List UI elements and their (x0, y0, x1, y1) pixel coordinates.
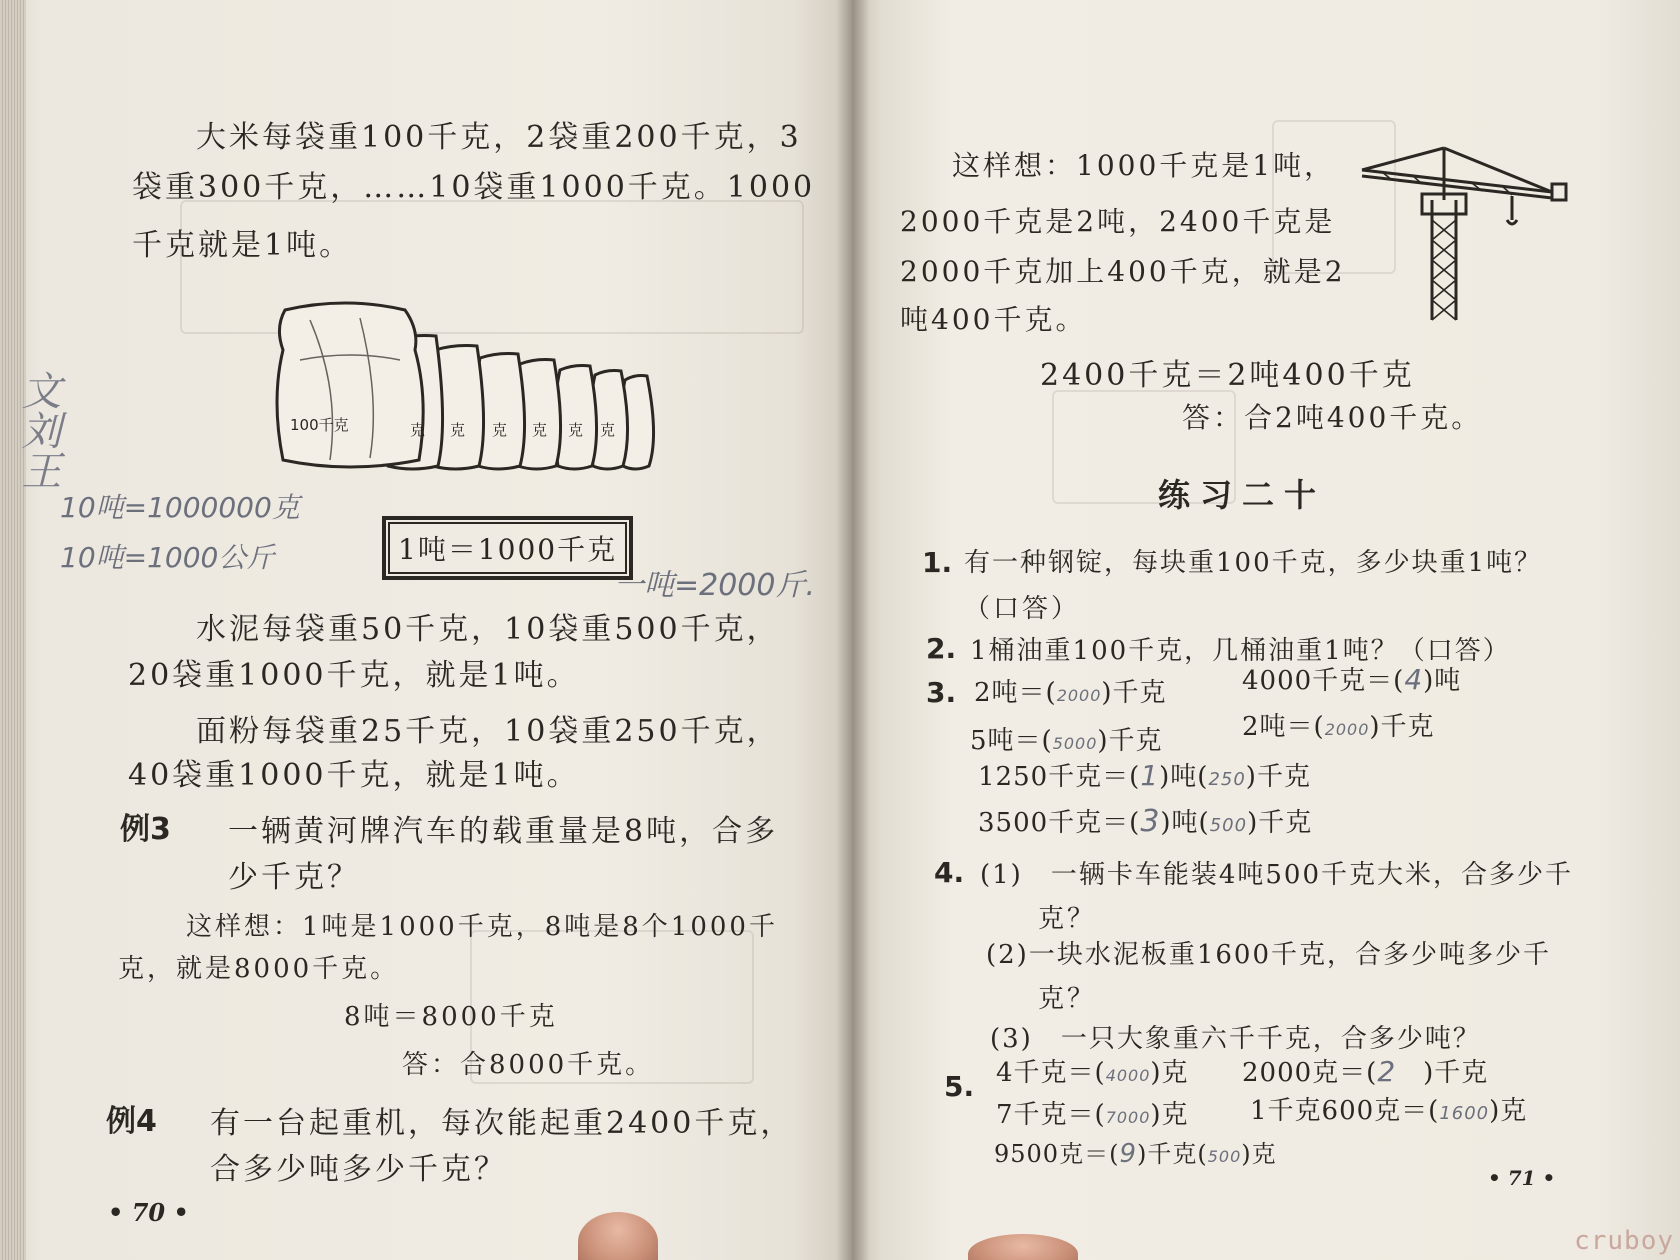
rice-para-line-2: 袋重300千克，……10袋重1000千克。1000 (132, 170, 816, 205)
rice-bags-illustration (270, 300, 690, 480)
crane-illustration (1352, 140, 1582, 340)
example4-label: 例4 (106, 1104, 157, 1139)
q3-e-fill2: 250 (1208, 769, 1246, 790)
right-equation: 2400千克＝2吨400千克 (1040, 358, 1415, 393)
example3-equation: 8吨＝8000千克 (344, 1002, 558, 1032)
q3-a-fill: 2000 (1056, 686, 1102, 705)
handwritten-note-2: 10吨=1000公斤 (60, 541, 275, 574)
q4-p3: (3) 一只大象重六千千克，合多少吨？ (990, 1024, 1481, 1054)
q5-b-fill: 2 (1377, 1055, 1397, 1088)
q1-number: 1. (922, 546, 953, 579)
page-number-left: • 70 • (108, 1198, 189, 1227)
q5-b: 2000克＝(2 )千克 (1242, 1055, 1489, 1088)
q2-line: 1桶油重100千克，几桶油重1吨？（口答） (970, 636, 1511, 666)
right-think-4: 吨400千克。 (900, 303, 1087, 336)
q5-a-fill: 4000 (1105, 1066, 1151, 1085)
q5-a: 4千克＝(4000)克 (996, 1058, 1189, 1088)
q3-f-fill2: 500 (1209, 815, 1248, 836)
right-page (852, 0, 1680, 1260)
example4-question-2: 合多少吨多少千克？ (210, 1152, 507, 1187)
q3-c: 5吨＝(5000)千克 (970, 726, 1163, 756)
thumb-left (578, 1212, 658, 1260)
q4-p1-line-2: 克？ (1038, 904, 1097, 934)
q3-f: 3500千克＝(3)吨(500)千克 (978, 804, 1313, 839)
right-answer: 答：合2吨400千克。 (1182, 401, 1483, 434)
page-edge-stack (0, 0, 26, 1260)
q3-a: 2吨＝(2000)千克 (974, 678, 1167, 708)
example3-answer: 答：合8000千克。 (402, 1050, 655, 1080)
right-think-3: 2000千克加上400千克，就是2 (900, 255, 1346, 288)
q3-f-fill1: 3 (1140, 804, 1161, 839)
q5-e: 9500克＝(9)千克(500)克 (994, 1139, 1277, 1169)
q3-d: 2吨＝(2000)千克 (1242, 712, 1435, 742)
q4-p2-line-2: 克？ (1038, 984, 1097, 1014)
example3-think-2: 克，就是8000千克。 (118, 954, 400, 984)
right-think-2: 2000千克是2吨，2400千克是 (900, 205, 1336, 238)
svg-text:克: 克 (410, 421, 426, 439)
svg-text:克: 克 (600, 421, 616, 439)
q5-c-fill: 7000 (1105, 1108, 1151, 1127)
svg-text:克: 克 (492, 421, 508, 439)
q4-number: 4. (934, 856, 965, 889)
q4-p1-line-1: (1) 一辆卡车能装4吨500千克大米，合多少千 (980, 860, 1573, 890)
cement-para-line-2: 20袋重1000千克，就是1吨。 (128, 658, 580, 693)
q3-number: 3. (926, 676, 957, 709)
example3-question-1: 一辆黄河牌汽车的载重量是8吨，合多 (228, 814, 779, 849)
right-think-1: 这样想：1000千克是1吨， (952, 149, 1336, 182)
q3-c-fill: 5000 (1052, 734, 1098, 753)
example3-think-1: 这样想：1吨是1000千克，8吨是8个1000千 (186, 912, 778, 942)
q3-e-fill1: 1 (1140, 759, 1160, 792)
book-gutter (836, 0, 870, 1260)
q2-number: 2. (926, 632, 957, 665)
q1-line-2: （口答） (964, 594, 1081, 624)
handwritten-note-1: 10吨=1000000克 (60, 491, 300, 524)
boxed-rule (382, 516, 633, 580)
q5-number: 5. (944, 1070, 975, 1103)
cement-para-line-1: 水泥每袋重50千克，10袋重500千克， (196, 612, 780, 647)
watermark: cruboy (1574, 1226, 1674, 1256)
exercise-title: 练习二十 (1158, 476, 1327, 514)
page-number-right: • 71 • (1488, 1166, 1556, 1190)
bag-label-main: 100千克 (290, 416, 349, 434)
thumb-right (968, 1234, 1078, 1260)
q5-d-fill: 1600 (1439, 1103, 1490, 1124)
q5-c: 7千克＝(7000)克 (996, 1100, 1189, 1130)
margin-scribble: 文刘王 (15, 370, 61, 490)
example3-label: 例3 (120, 812, 171, 847)
rice-para-line-3: 千克就是1吨。 (132, 228, 353, 263)
q3-e: 1250千克＝(1)吨(250)千克 (978, 759, 1311, 792)
svg-text:克: 克 (450, 421, 466, 439)
q5-e-fill2: 500 (1207, 1147, 1242, 1166)
flour-para-line-1: 面粉每袋重25千克，10袋重250千克， (196, 714, 780, 749)
q3-b-fill: 4 (1404, 663, 1424, 696)
flour-para-line-2: 40袋重1000千克，就是1吨。 (128, 758, 580, 793)
q3-d-fill: 2000 (1324, 720, 1370, 739)
svg-text:克: 克 (568, 421, 584, 439)
q1-line-1: 有一种钢锭，每块重100千克，多少块重1吨？ (964, 548, 1543, 578)
q5-d: 1千克600克＝(1600)克 (1250, 1096, 1528, 1126)
handwritten-after-box: 一吨=2000斤. (614, 568, 816, 603)
boxed-rule-text: 1吨＝1000千克 (398, 533, 618, 566)
example4-question-1: 有一台起重机，每次能起重2400千克， (210, 1106, 794, 1141)
rice-para-line-1: 大米每袋重100千克，2袋重200千克，3 (196, 120, 802, 155)
example3-question-2: 少千克？ (228, 860, 360, 895)
q5-e-fill1: 9 (1119, 1139, 1137, 1169)
q3-b: 4000千克＝(4)吨 (1242, 663, 1462, 696)
q4-p2-line-1: (2)一块水泥板重1600千克，合多少吨多少千 (986, 940, 1551, 970)
svg-text:克: 克 (532, 421, 548, 439)
